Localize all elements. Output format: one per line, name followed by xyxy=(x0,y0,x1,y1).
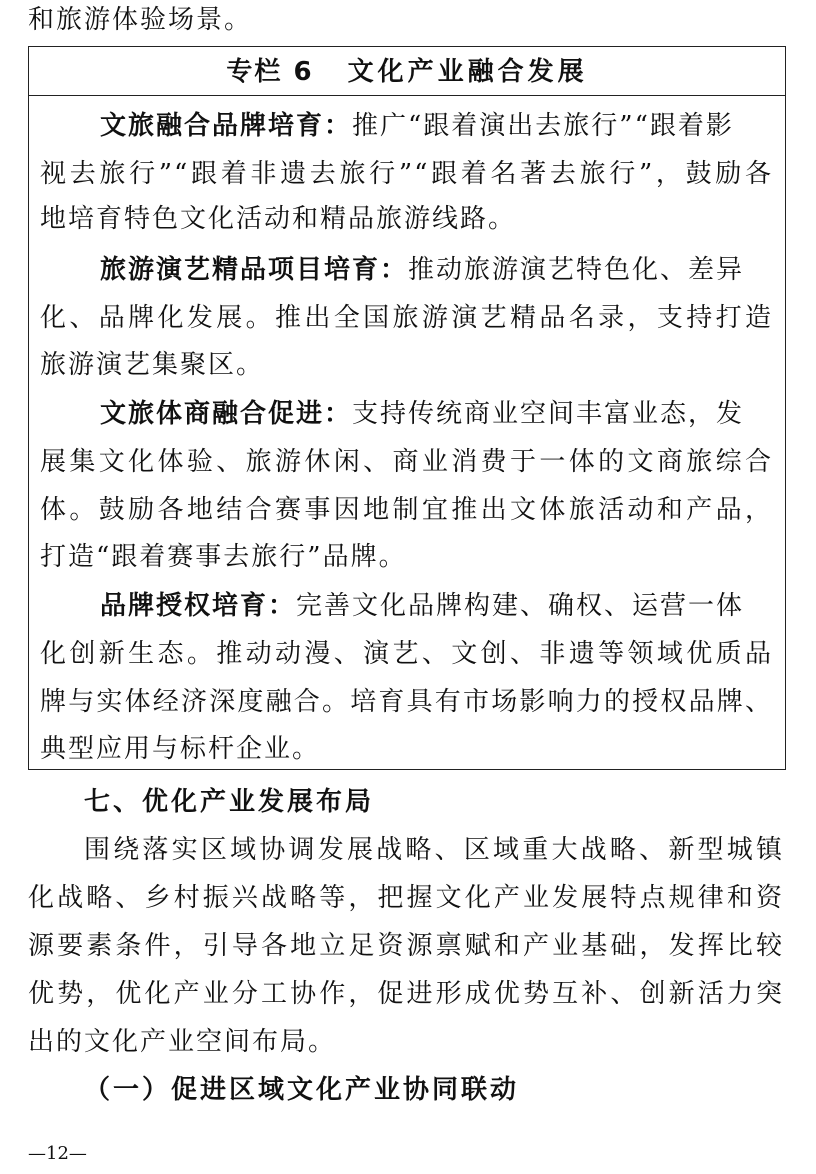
column-item-text: 支持传统商业空间丰富业态，发 xyxy=(352,399,745,429)
column-item-heading: 旅游演艺精品项目培育： xyxy=(100,255,409,285)
body-line-1: 围绕落实区域协调发展战略、区域重大战略、新型城镇 xyxy=(84,835,784,865)
column-item-2-line-3: 旅游演艺集聚区。 xyxy=(40,350,265,380)
body-line-5: 出的文化产业空间布局。 xyxy=(28,1027,337,1057)
column-item-3-line-2: 展集文化体验、旅游休闲、商业消费于一体的文商旅综合 xyxy=(40,447,773,477)
column-item-1-first-line xyxy=(100,110,734,142)
body-line-3: 源要素条件，引导各地立足资源禀赋和产业基础，发挥比较 xyxy=(28,931,784,961)
column-item-2-first-line xyxy=(100,254,744,286)
column-item-4-line-3: 牌与实体经济深度融合。培育具有市场影响力的授权品牌、 xyxy=(40,687,773,717)
column-item-3-line-4: 打造“跟着赛事去旅行”品牌。 xyxy=(40,542,407,572)
column-item-text: 推动旅游演艺特色化、差异 xyxy=(408,255,745,285)
column-item-4-first-line xyxy=(100,590,744,622)
column-box-title xyxy=(28,56,786,88)
section-heading: 七、优化产业发展布局 xyxy=(84,787,375,817)
column-item-4-line-2: 化创新生态。推动动漫、演艺、文创、非遗等领域优质品 xyxy=(40,639,773,669)
column-name: 文化产业融合发展 xyxy=(347,57,588,87)
column-item-1-line-2: 视去旅行”“跟着非遗去旅行”“跟着名著去旅行”，鼓励各 xyxy=(40,159,773,189)
subsection-heading: （一）促进区域文化产业协同联动 xyxy=(84,1075,520,1105)
column-item-heading: 文旅融合品牌培育： xyxy=(100,111,353,141)
column-item-heading: 文旅体商融合促进： xyxy=(100,399,353,429)
column-item-heading: 品牌授权培育： xyxy=(100,591,297,621)
body-line-4: 优势，优化产业分工协作，促进形成优势互补、创新活力突 xyxy=(28,979,784,1009)
column-item-4-line-4: 典型应用与标杆企业。 xyxy=(40,734,321,764)
column-box-divider xyxy=(28,95,786,96)
body-line-2: 化战略、乡村振兴战略等，把握文化产业发展特点规律和资 xyxy=(28,883,784,913)
column-item-3-line-3: 体。鼓励各地结合赛事因地制宜推出文体旅活动和产品， xyxy=(40,495,773,525)
column-item-3-first-line xyxy=(100,398,744,430)
column-item-text: 推广“跟着演出去旅行”“跟着影 xyxy=(352,111,734,141)
column-item-2-line-2: 化、品牌化发展。推出全国旅游演艺精品名录，支持打造 xyxy=(40,303,773,333)
column-item-text: 完善文化品牌构建、确权、运营一体 xyxy=(296,591,745,621)
page-number: —12— xyxy=(28,1143,87,1164)
column-number: 专栏 6 xyxy=(226,57,314,87)
continuation-line: 和旅游体验场景。 xyxy=(28,5,253,35)
column-item-1-line-3: 地培育特色文化活动和精品旅游线路。 xyxy=(40,204,517,234)
